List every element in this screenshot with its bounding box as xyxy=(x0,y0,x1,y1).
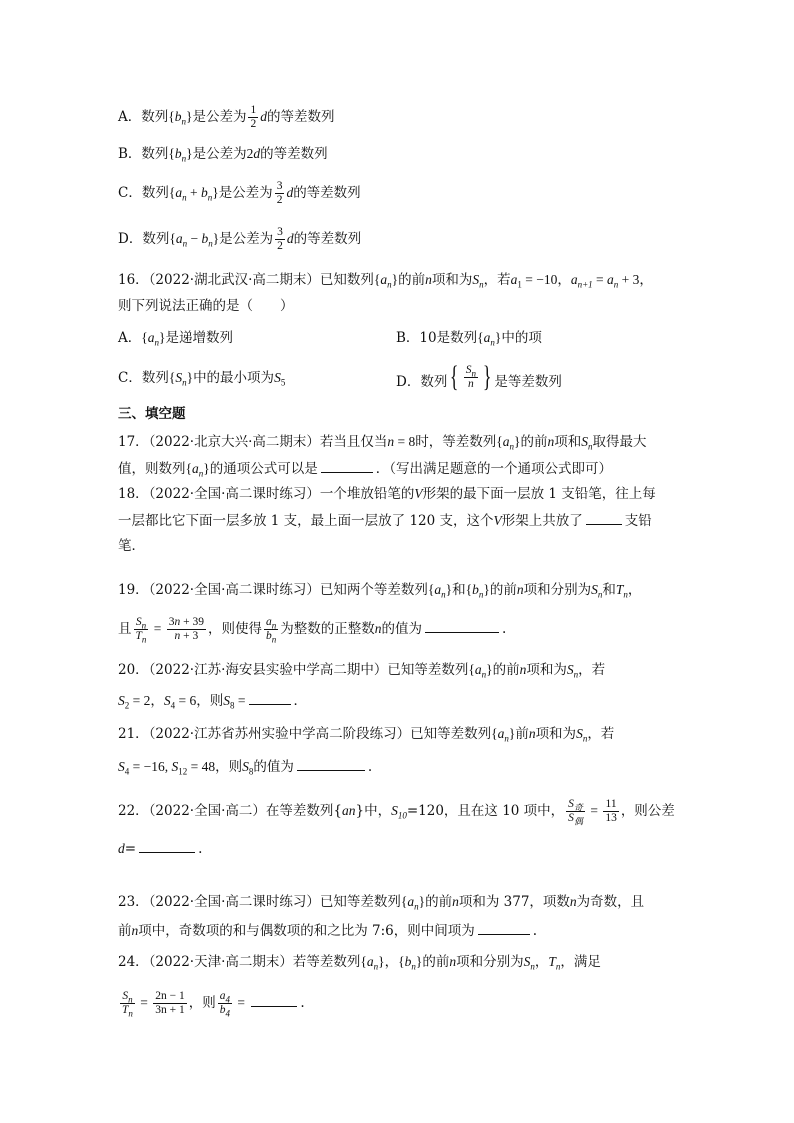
math-sn: $S_n$ xyxy=(576,726,588,744)
answer-blank[interactable] xyxy=(139,838,195,853)
question-text: 的前 xyxy=(492,662,520,678)
math-sn: $S_n$ xyxy=(581,434,593,452)
math-n: n xyxy=(449,954,457,969)
math-sequence: $\{b_n\}$ xyxy=(398,954,423,972)
question-text: . xyxy=(532,923,538,939)
q24-line1 xyxy=(118,952,601,972)
math-a1: a xyxy=(510,272,518,287)
question-number: 18． xyxy=(118,486,149,502)
option-text: 10是数列 xyxy=(419,330,478,346)
fraction-a4-b4: $\frac{a_4}{b_4}$ xyxy=(219,990,231,1019)
option-label: B． xyxy=(118,146,142,162)
math-sequence: $\{a_n\}$ xyxy=(496,434,521,452)
fraction-denominator: 2 xyxy=(277,240,283,252)
fraction-sn-tn: $\frac{S_n}{T_n}$ xyxy=(135,616,147,645)
math-n: n xyxy=(528,726,536,741)
fraction-numerator: 2n − 1 xyxy=(155,990,185,1002)
q23-line2 xyxy=(118,920,537,941)
q24-line2 xyxy=(118,986,305,1020)
question-text: 为奇数，且 xyxy=(576,894,645,910)
q18-line2 xyxy=(118,510,652,531)
q15-option-b xyxy=(118,144,328,164)
q18-line3 xyxy=(118,536,145,556)
question-text: 的前 xyxy=(422,954,450,970)
question-text: 已知两个等差数列 xyxy=(319,582,428,598)
question-text: 的前 xyxy=(425,894,453,910)
fraction xyxy=(603,798,619,825)
option-label: B． xyxy=(396,330,420,346)
option-text: 是公差为 xyxy=(192,109,247,125)
option-text: 数列 xyxy=(141,185,169,201)
math-sequence: $\{b_n\}$ xyxy=(168,146,193,164)
math-s4: $S_4 = 6$ xyxy=(163,693,197,711)
math-sn: $S_n$ xyxy=(591,582,603,600)
answer-blank[interactable] xyxy=(251,992,297,1007)
question-text: 笔． xyxy=(118,538,145,554)
question-source: （2022·天津·高二期末） xyxy=(148,954,293,970)
math-sn: $S_n$ xyxy=(472,272,484,290)
fraction-3n39: $\frac{3n + 39}{n + 3}$ xyxy=(168,616,205,642)
math-sequence: $\{a_n\}$ xyxy=(427,582,453,600)
math-n: n xyxy=(374,621,382,636)
option-label: D． xyxy=(396,374,421,390)
math-sequence: $\{a_n - b_n\}$ xyxy=(169,231,220,249)
question-text: 且 xyxy=(118,621,132,637)
fraction-denominator: 3n + 1 xyxy=(155,1004,185,1016)
question-text: ，满足 xyxy=(560,954,601,970)
question-text: ， xyxy=(384,954,399,970)
math-sequence: $\{a_n\}$ xyxy=(468,662,493,680)
question-text: ，则公差 xyxy=(620,803,675,819)
question-source: （2022·全国·高二课时练习） xyxy=(148,582,320,598)
question-source: （2022·江苏省苏州实验中学高二阶段练习） xyxy=(148,726,411,742)
option-text: 是等差数列 xyxy=(494,374,562,390)
fraction-denominator: 2 xyxy=(250,118,257,130)
question-text: 若等差数列 xyxy=(292,954,361,970)
question-text: 的通项公式可以是 xyxy=(209,461,318,477)
question-text: 若当且仅当 xyxy=(319,434,388,450)
math-n: n xyxy=(547,434,555,449)
question-text: ． xyxy=(293,693,307,709)
math-sequence: $\{a_n\}$ xyxy=(400,894,426,912)
math-equals: = xyxy=(150,621,165,636)
question-text: 项和分别为 xyxy=(456,954,524,970)
option-text: 是公差为 xyxy=(218,185,273,201)
q16-stem-line2 xyxy=(118,296,294,316)
answer-blank[interactable] xyxy=(297,756,365,771)
question-text: ， xyxy=(557,272,571,288)
q21-line1 xyxy=(118,724,614,744)
math-s: S xyxy=(391,803,398,818)
fraction-s-ratio: $\frac{S_奇}{S_偶}$ xyxy=(568,798,583,827)
math-n: n xyxy=(452,894,459,909)
option-text: 数列 xyxy=(420,374,448,390)
math-sequence: $\{a_n\}$ xyxy=(185,461,210,479)
question-text: ， xyxy=(534,954,549,970)
section-heading: 三、填空题 xyxy=(118,406,186,422)
question-text: ，若 xyxy=(483,272,511,288)
option-label: A． xyxy=(118,330,142,346)
question-text: 为整数的正整数 xyxy=(280,621,375,637)
q22-line1 xyxy=(118,794,675,828)
question-text: 的前 xyxy=(489,582,517,598)
question-text: ．（写出满足题意的一个通项公式即可） xyxy=(375,461,612,477)
answer-blank[interactable] xyxy=(586,510,622,525)
question-source: （2022·湖北武汉·高二期末） xyxy=(148,272,320,288)
math-sequence: $\{a_n\}$ xyxy=(373,272,399,290)
math-n: n xyxy=(131,923,139,938)
answer-blank[interactable] xyxy=(478,920,530,935)
math-brace-fraction: { $\frac{S_n}{n}$ } xyxy=(450,360,492,393)
math-v: V xyxy=(493,513,502,528)
question-text: . xyxy=(502,621,507,637)
question-text: 前 xyxy=(515,726,529,742)
fraction-denominator: 2 xyxy=(276,194,283,206)
question-text: 值，则数列 xyxy=(118,461,186,477)
question-text: 项和为 377，项数 xyxy=(458,894,570,910)
q16-option-c xyxy=(118,368,285,388)
question-text: 已知等差数列 xyxy=(410,726,492,742)
q15-option-a xyxy=(118,104,334,131)
question-text: 支铅 xyxy=(624,513,652,529)
question-source: （2022·全国·高二课时练习） xyxy=(148,894,320,910)
question-text: = xyxy=(124,841,137,857)
question-number: 22． xyxy=(118,803,149,819)
math-conditions: $S_4 = -16$, $S_{12} = 48$ xyxy=(118,759,216,777)
question-text: }中， xyxy=(355,803,392,819)
math-sequence: $\{b_n\}$ xyxy=(168,109,193,127)
math-value: = −10 xyxy=(521,272,558,287)
math-subscript: 5 xyxy=(280,377,286,388)
math-equals: = xyxy=(586,803,602,818)
math-subscript: 1 xyxy=(517,279,522,290)
math-tn: $T_n$ xyxy=(615,582,628,600)
fraction-numerator: 3 xyxy=(277,226,283,238)
question-source: （2022·全国·高二课时练习） xyxy=(148,486,320,502)
option-text: 的等差数列 xyxy=(266,109,335,125)
math-sequence: $\{a_n\}$ xyxy=(360,954,385,972)
math-sequence: $\{b_n\}$ xyxy=(465,582,490,600)
question-number: 16． xyxy=(118,272,149,288)
fraction-numerator: 11 xyxy=(603,798,619,812)
question-number: 24． xyxy=(118,954,149,970)
question-source: （2022·江苏·海安县实验中学高二期中） xyxy=(148,662,388,678)
math-sequence: $\{a_n\}$ xyxy=(491,726,516,744)
math-sequence: $\{a_n + b_n\}$ xyxy=(168,185,219,203)
q21-line2 xyxy=(118,756,372,777)
q16-option-b xyxy=(396,328,542,348)
math-n: n xyxy=(516,582,524,597)
math-equals: = xyxy=(234,995,249,1010)
math-n-eq-8: n = 8 xyxy=(387,434,416,449)
question-text: ， xyxy=(627,582,642,598)
option-text: 数列 xyxy=(142,231,170,247)
q20-line2 xyxy=(118,690,307,711)
option-label: D． xyxy=(118,231,143,247)
question-text: ， xyxy=(150,693,164,709)
q22-line2 xyxy=(118,838,202,859)
math-sn: $S_n$ xyxy=(523,954,535,972)
question-text: 项和为 xyxy=(535,726,577,742)
q23-line1 xyxy=(118,892,644,912)
math-d: d xyxy=(118,841,125,856)
math-subscript: 8 xyxy=(248,766,254,777)
question-text: 项中，奇数项的和与偶数项的和之比为 7:6，则中间项为 xyxy=(138,923,475,939)
question-text: . xyxy=(367,759,373,775)
question-text: 项和分别为 xyxy=(523,582,592,598)
question-text: 形架的最下面一层放 1 支铅笔，往上每 xyxy=(422,486,656,502)
question-text: . xyxy=(198,841,203,857)
math-n: n xyxy=(569,894,577,909)
question-text: ，则 xyxy=(196,693,224,709)
question-number: 17． xyxy=(118,434,149,450)
option-text: 中的最小项为 xyxy=(193,370,275,386)
q16-stem-line1: 16．（2022·湖北武汉·高二期末）已知数列$\{a_n\}$的前n项和为$S_n$，若$a_1 = -10$，$a_{n+1} = a_n + 3$， xyxy=(118,272,653,290)
fraction-sn-tn: $\frac{S_n}{T_n}$ xyxy=(122,990,133,1019)
math-sn: $S_n$ xyxy=(566,662,579,680)
option-label: A． xyxy=(118,109,142,125)
question-text: 形架上共放了 xyxy=(501,513,583,529)
question-text: 项和为 xyxy=(431,272,473,288)
math-v: V xyxy=(414,486,423,501)
q20-line1 xyxy=(118,660,605,680)
question-text: 的值为 xyxy=(381,621,423,637)
math-n: n xyxy=(425,272,432,287)
question-text: =120，且在这 10 项中， xyxy=(406,803,565,819)
option-label: C． xyxy=(118,370,142,386)
question-number: 20． xyxy=(118,662,149,678)
question-text: 在等差数列{ xyxy=(265,803,342,819)
question-text: 一层都比它下面一层多放 1 支，最上面一层放了 120 支，这个 xyxy=(118,513,494,529)
q16-option-d xyxy=(396,362,562,397)
option-text: 是公差为 xyxy=(219,231,274,247)
answer-blank[interactable] xyxy=(425,618,499,633)
math-sequence: $\{S_n\}$ xyxy=(168,370,194,388)
question-text: 和 xyxy=(452,582,466,598)
fraction-an-bn: $\frac{a_n}{b_n}$ xyxy=(266,616,277,645)
math-s2: $S_2 = 2$ xyxy=(118,693,151,711)
math-d: d xyxy=(286,231,294,246)
question-text: 项和为 xyxy=(526,662,567,678)
question-text: 时，等差数列 xyxy=(415,434,497,450)
question-source: （2022·全国·高二） xyxy=(148,803,266,819)
answer-blank[interactable] xyxy=(249,690,291,705)
question-number: 19． xyxy=(118,582,149,598)
question-text: 取得最大 xyxy=(592,434,647,450)
q17-line2 xyxy=(118,458,612,479)
option-text: 是递增数列 xyxy=(165,330,233,346)
question-text: ，若 xyxy=(578,662,606,678)
fraction-denominator: 13 xyxy=(605,812,617,824)
question-text: 的前 xyxy=(520,434,548,450)
question-text: 的前 xyxy=(398,272,426,288)
question-text: 已知等差数列 xyxy=(319,894,401,910)
fraction xyxy=(275,226,285,253)
q19-line1 xyxy=(118,580,641,600)
option-text: 的等差数列 xyxy=(293,185,361,201)
math-an: an xyxy=(341,803,356,818)
question-text: ，则使得 xyxy=(208,621,263,637)
question-number: 21． xyxy=(118,726,149,742)
option-text: 的等差数列 xyxy=(260,146,328,162)
option-text: 数列 xyxy=(141,370,169,386)
fraction xyxy=(153,990,187,1017)
q17-line1 xyxy=(118,432,646,452)
fraction-numerator: 3 xyxy=(276,180,283,192)
math-s5: S xyxy=(274,370,281,385)
question-text: 已知数列 xyxy=(319,272,374,288)
question-text: ，若 xyxy=(587,726,615,742)
math-d: d xyxy=(260,109,267,124)
math-2d: 2d xyxy=(246,146,261,161)
question-text: 一个堆放铅笔的 xyxy=(319,486,415,502)
question-text: 则下列说法正确的是（ ） xyxy=(118,298,294,314)
option-text: 数列 xyxy=(141,146,169,162)
option-text: 是公差为 xyxy=(192,146,247,162)
question-text: 已知等差数列 xyxy=(387,662,469,678)
math-n: n xyxy=(519,662,527,677)
question-text: ，则 xyxy=(188,995,216,1011)
math-sequence: $\{a_n\}$ xyxy=(141,330,166,348)
option-label: C． xyxy=(118,185,142,201)
q15-option-d xyxy=(118,226,361,253)
answer-blank[interactable] xyxy=(321,458,373,473)
fraction-numerator: 1 xyxy=(250,104,257,116)
question-text: . xyxy=(300,995,305,1011)
question-source: （2022·北京大兴·高二期末） xyxy=(148,434,320,450)
question-text: 的值为 xyxy=(253,759,294,775)
q19-line2 xyxy=(118,612,506,646)
question-text: 前 xyxy=(118,923,132,939)
math-equals: = xyxy=(136,995,152,1010)
math-subscript: 10 xyxy=(397,810,407,821)
option-text: 中的项 xyxy=(501,330,542,346)
math-tn: $T_n$ xyxy=(548,954,561,972)
fraction xyxy=(248,104,258,131)
q18-line1 xyxy=(118,484,656,504)
question-text: 和 xyxy=(602,582,616,598)
question-number: 23． xyxy=(118,894,149,910)
option-text: 数列 xyxy=(141,109,169,125)
q15-option-c xyxy=(118,180,361,207)
question-text: ，则 xyxy=(215,759,243,775)
math-s8: $S_8$ = xyxy=(223,693,246,711)
math-recurrence: $a_{n+1} = a_n + 3$ xyxy=(570,272,640,290)
math-sequence: $\{a_n\}$ xyxy=(477,330,502,348)
q16-option-a xyxy=(118,328,233,348)
option-text: 的等差数列 xyxy=(293,231,362,247)
fraction xyxy=(275,180,285,207)
math-s8: S xyxy=(242,759,249,774)
math-d: d xyxy=(286,185,294,200)
question-text: 项和 xyxy=(554,434,582,450)
